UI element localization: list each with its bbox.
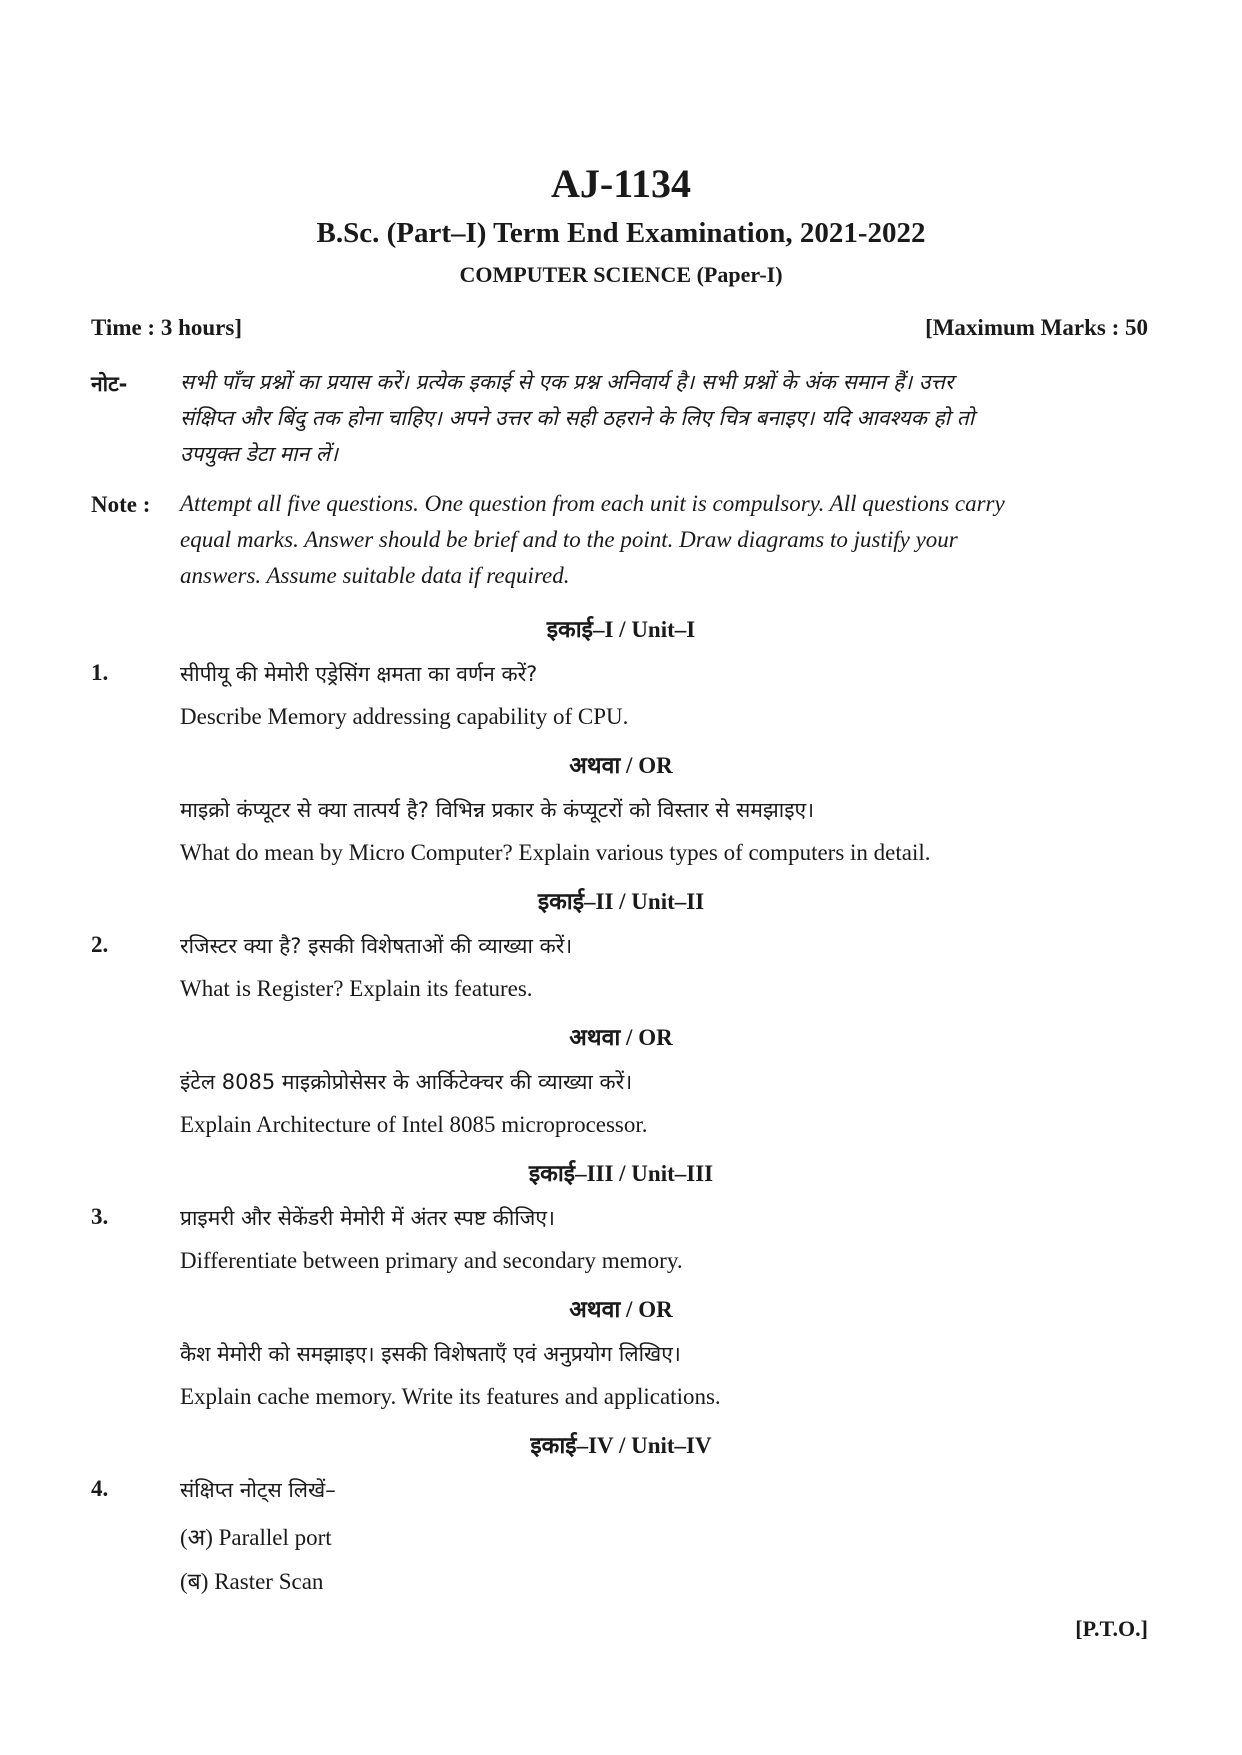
question-text-hindi: कैश मेमोरी को समझाइए। इसकी विशेषताएँ एवं अनुप्रयोग लिखिए। [180,1342,681,1366]
unit-3-heading: इकाई–III / Unit–III [528,1161,714,1186]
unit-2-heading: इकाई–II / Unit–II [537,889,705,914]
question-text-hindi: प्राइमरी और सेकेंडरी मेमोरी में अंतर स्पष्ट कीजिए। [180,1206,555,1230]
question-text-english: Describe Memory addressing capability of CPU. [180,704,629,729]
or-divider: अथवा / OR [569,1297,673,1322]
question-number: 4. [91,1476,109,1501]
question-text-hindi: सीपीयू की मेमोरी एड्रेसिंग क्षमता का वर्णन करें? [180,662,538,686]
question-text-hindi: माइक्रो कंप्यूटर से क्या तात्पर्य है? विभिन्न प्रकार के कंप्यूटरों को विस्तार से समझाइए। [180,798,815,822]
note-english-line: Attempt all five questions. One question from each unit is compulsory. All questions carry [180,491,1005,516]
unit-1-heading: इकाई–I / Unit–I [546,617,696,642]
unit-4-heading: इकाई–IV / Unit–IV [530,1433,712,1458]
note-hindi-line: संक्षिप्त और बिंदु तक होना चाहिए। अपने उत्तर को सही ठहराने के लिए चित्र बनाइए। यदि आवश्यक हो तो [180,406,975,430]
question-text-hindi: रजिस्टर क्या है? इसकी विशेषताओं की व्याख्या करें। [180,934,573,958]
note-hindi-text [180,364,1146,472]
please-turn-over: [P.T.O.] [1075,1616,1148,1641]
or-divider: अथवा / OR [569,753,673,778]
paper-code: AJ-1134 [551,161,691,206]
note-hindi-line: उपयुक्त डेटा मान लें। [180,442,338,466]
exam-title: B.Sc. (Part–I) Term End Examination, 2021-2022 [316,217,926,249]
question-number: 3. [91,1204,109,1229]
question-text-english: What is Register? Explain its features. [180,976,533,1001]
question-text-hindi: इंटेल 8085 माइक्रोप्रोसेसर के आर्किटेक्चर की व्याख्या करें। [180,1070,633,1094]
question-text-hindi: संक्षिप्त नोट्स लिखें– [180,1478,336,1502]
question-text-english: What do mean by Micro Computer? Explain various types of computers in detail. [180,840,931,865]
question-text-english: Differentiate between primary and secondary memory. [180,1248,683,1273]
maximum-marks: [Maximum Marks : 50 [925,315,1148,340]
or-divider: अथवा / OR [569,1025,673,1050]
sub-question-b: (ब) Raster Scan [180,1569,324,1594]
note-english-line: equal marks. Answer should be brief and to the point. Draw diagrams to justify your [180,527,958,552]
note-english-label: Note : [91,492,151,517]
note-english-line: answers. Assume suitable data if required. [180,563,570,588]
note-english-text [180,486,1146,594]
time-allowed: Time : 3 hours] [91,315,242,340]
question-text-english: Explain cache memory. Write its features and applications. [180,1384,721,1409]
question-number: 2. [91,932,109,957]
note-hindi-line: सभी पाँच प्रश्नों का प्रयास करें। प्रत्येक इकाई से एक प्रश्न अनिवार्य है। सभी प्रश्नों के अंक समान हैं। उत्तर [180,370,954,394]
sub-question-a: (अ) Parallel port [180,1525,332,1550]
question-number: 1. [91,660,109,685]
question-text-english: Explain Architecture of Intel 8085 microprocessor. [180,1112,648,1137]
paper-subject: COMPUTER SCIENCE (Paper-I) [459,262,783,287]
note-hindi-label: नोट- [91,372,128,396]
